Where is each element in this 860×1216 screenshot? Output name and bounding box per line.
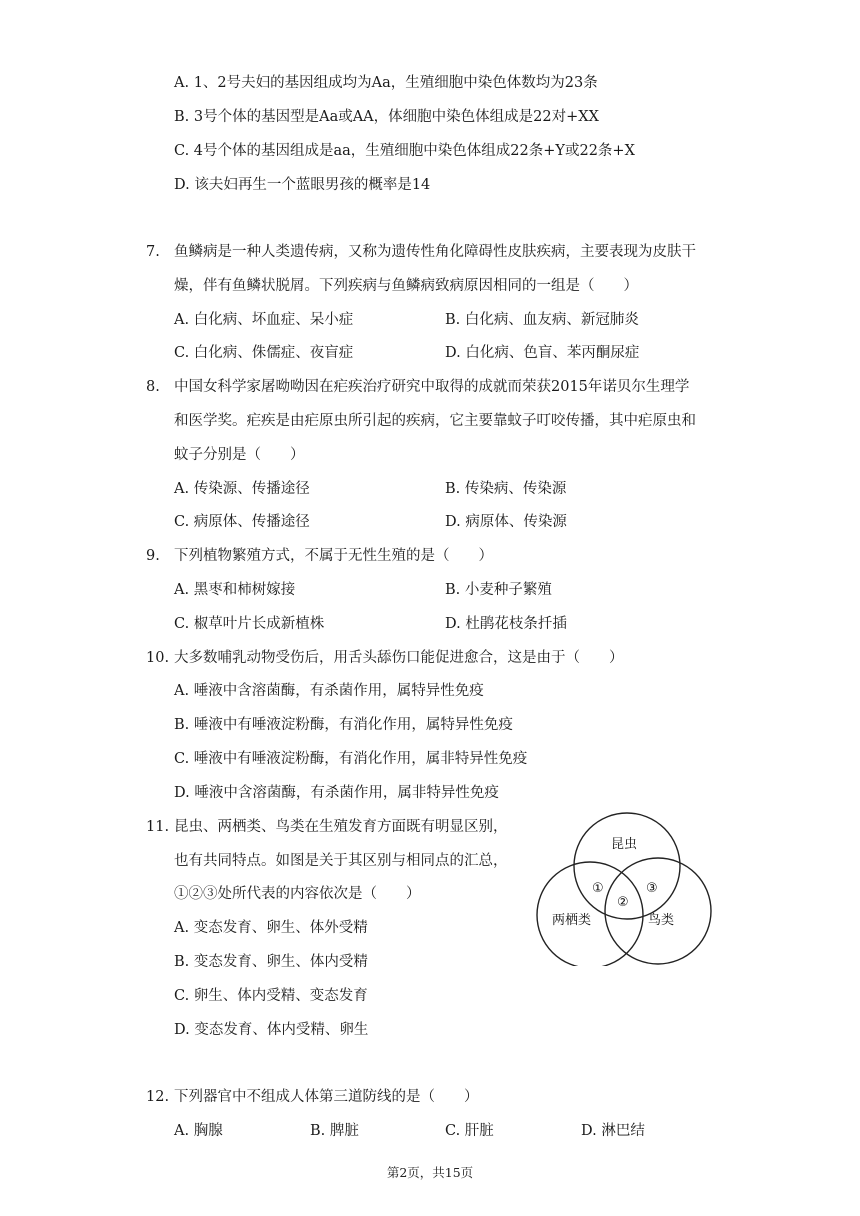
question-number: 11. (146, 819, 170, 835)
option-c: C. 病原体、传播途径 (174, 514, 310, 530)
q6-option-d: D. 该夫妇再生一个蓝眼男孩的概率是14 (174, 177, 431, 193)
page-footer: 第2页，共15页 (386, 1165, 474, 1180)
question-text: 下列植物繁殖方式，不属于无性生殖的是（ ） (174, 548, 493, 564)
mark-2: ② (617, 895, 629, 910)
option-a: A. 传染源、传播途径 (174, 481, 310, 497)
option-b: B. 脾脏 (310, 1123, 359, 1139)
option-b: B. 小麦种子繁殖 (445, 582, 552, 598)
option-d: D. 淋巴结 (581, 1123, 645, 1139)
question-text: 中国女科学家屠呦呦因在疟疾治疗研究中取得的成就而荣获2015年诺贝尔生理学 (174, 379, 690, 395)
question-text: ①②③处所代表的内容依次是（ ） (174, 886, 421, 902)
option-d: D. 杜鹃花枝条扦插 (445, 616, 567, 632)
option-d: D. 变态发育、体内受精、卵生 (174, 1022, 369, 1038)
question-number: 8. (146, 379, 160, 395)
option-c: C. 唾液中有唾液淀粉酶，有消化作用，属非特异性免疫 (174, 751, 528, 767)
option-c: C. 白化病、侏儒症、夜盲症 (174, 345, 354, 361)
option-b: B. 变态发育、卵生、体内受精 (174, 954, 368, 970)
option-a: A. 唾液中含溶菌酶，有杀菌作用，属特异性免疫 (174, 683, 484, 699)
q6-option-c: C. 4号个体的基因组成是aa，生殖细胞中染色体组成22条+Y或22条+X (174, 143, 635, 159)
bird-label: 鸟类 (648, 913, 675, 928)
question-text: 鱼鳞病是一种人类遗传病，又称为遗传性角化障碍性皮肤疾病，主要表现为皮肤干 (174, 244, 696, 260)
question-number: 7. (146, 244, 160, 260)
option-b: B. 白化病、血友病、新冠肺炎 (445, 312, 639, 328)
option-c: C. 卵生、体内受精、变态发育 (174, 988, 368, 1004)
question-text: 蚊子分别是（ ） (174, 447, 305, 463)
bird-circle (605, 858, 711, 964)
question-number: 10. (146, 650, 170, 666)
mark-1: ① (592, 881, 604, 896)
option-c: C. 肝脏 (445, 1123, 494, 1139)
insect-label: 昆虫 (611, 837, 638, 852)
question-number: 9. (146, 548, 160, 564)
option-a: A. 胸腺 (174, 1123, 223, 1139)
amphibian-label: 两栖类 (552, 913, 592, 928)
question-text: 也有共同特点。如图是关于其区别与相同点的汇总， (174, 853, 508, 869)
option-d: D. 病原体、传染源 (445, 514, 567, 530)
question-text: 和医学奖。疟疾是由疟原虫所引起的疾病，它主要靠蚊子叮咬传播，其中疟原虫和 (174, 413, 696, 429)
question-text: 下列器官中不组成人体第三道防线的是（ ） (174, 1089, 479, 1105)
question-text: 大多数哺乳动物受伤后，用舌头舔伤口能促进愈合，这是由于（ ） (174, 650, 624, 666)
question-text: 燥，伴有鱼鳞状脱屑。下列疾病与鱼鳞病致病原因相同的一组是（ ） (174, 278, 638, 294)
option-a: A. 黑枣和柿树嫁接 (174, 582, 296, 598)
option-b: B. 传染病、传染源 (445, 481, 567, 497)
mark-3: ③ (646, 881, 658, 896)
option-d: D. 唾液中含溶菌酶，有杀菌作用，属非特异性免疫 (174, 785, 499, 801)
question-text: 昆虫、两栖类、鸟类在生殖发育方面既有明显区别， (174, 819, 508, 835)
option-a: A. 白化病、坏血症、呆小症 (174, 312, 354, 328)
question-number: 12. (146, 1089, 170, 1105)
venn-diagram (530, 810, 720, 966)
option-c: C. 椒草叶片长成新植株 (174, 616, 325, 632)
option-b: B. 唾液中有唾液淀粉酶，有消化作用，属特异性免疫 (174, 717, 513, 733)
q6-option-b: B. 3号个体的基因型是Aa或AA，体细胞中染色体组成是22对+XX (174, 109, 599, 125)
q6-option-a: A. 1、2号夫妇的基因组成均为Aa，生殖细胞中染色体数均为23条 (174, 75, 598, 91)
option-d: D. 白化病、色盲、苯丙酮尿症 (445, 345, 640, 361)
option-a: A. 变态发育、卵生、体外受精 (174, 920, 368, 936)
